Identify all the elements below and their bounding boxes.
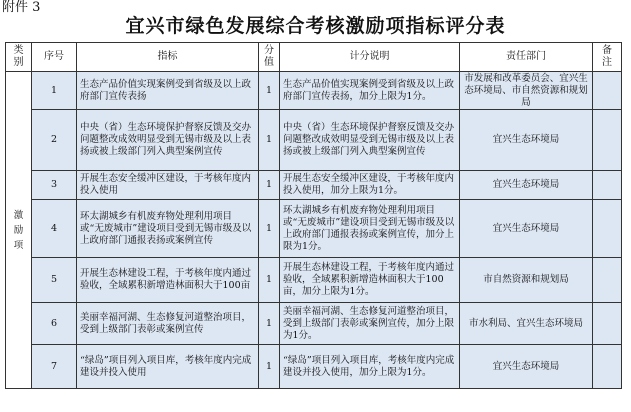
row-indicator: 开展生态林建设工程，于考核年度内通过验收，全域累积新增造林面积大于100亩	[77, 258, 259, 303]
row-indicator: 中央（省）生态环境保护督察反馈及交办问题整改成效明显受到无锡市级及以上表扬或被上级部门列入典型案例宣传	[77, 110, 259, 171]
table-row	[6, 72, 622, 110]
header-indicator: 指标	[77, 43, 259, 72]
table-row	[6, 110, 622, 171]
row-department: 宜兴生态环境局	[460, 200, 593, 258]
row-no: 3	[32, 171, 77, 200]
attachment-label: 附件 3	[2, 0, 41, 15]
page-title: 宜兴市绿色发展综合考核激励项指标评分表	[125, 15, 506, 37]
row-department: 市自然资源和规划局	[460, 258, 593, 303]
row-remark	[593, 171, 622, 200]
table-header-row	[6, 43, 622, 72]
header-score: 分值	[259, 43, 280, 72]
row-score: 1	[259, 171, 280, 200]
row-indicator: 美丽幸福河湖、生态修复河道整治项目，受到上级部门表彰或案例宣传	[77, 303, 259, 345]
row-department: 市发展和改革委员会、宜兴生态环境局、市自然资源和规划局	[460, 72, 593, 110]
row-indicator: 开展生态安全缓冲区建设，于考核年度内投入使用	[77, 171, 259, 200]
row-remark	[593, 303, 622, 345]
row-score: 1	[259, 258, 280, 303]
row-scoring: “绿岛”项目列入项目库，考核年度内完成建设并投入使用，加分上限为1分。	[280, 345, 460, 389]
row-no: 5	[32, 258, 77, 303]
category-cell: 激励项	[6, 72, 32, 389]
row-score: 1	[259, 72, 280, 110]
table-row	[6, 258, 622, 303]
row-score: 1	[259, 110, 280, 171]
row-no: 4	[32, 200, 77, 258]
header-category: 类别	[6, 43, 32, 72]
row-remark	[593, 110, 622, 171]
row-indicator: “绿岛”项目列入项目库，考核年度内完成建设并投入使用	[77, 345, 259, 389]
scoring-table	[5, 42, 622, 389]
row-remark	[593, 258, 622, 303]
row-no: 1	[32, 72, 77, 110]
row-score: 1	[259, 303, 280, 345]
row-no: 7	[32, 345, 77, 389]
row-scoring: 环太湖城乡有机废弃物处理利用项目或“无废城市”建设项目受到无锡市级及以上政府部门通报表扬或案例宣传，加分上限为1分。	[280, 200, 460, 258]
header-scoring: 计分说明	[280, 43, 460, 72]
header-department: 责任部门	[460, 43, 593, 72]
row-indicator: 生态产品价值实现案例受到省级及以上政府部门宣传表扬	[77, 72, 259, 110]
row-remark	[593, 345, 622, 389]
row-department: 市水利局、宜兴生态环境局	[460, 303, 593, 345]
row-scoring: 生态产品价值实现案例受到省级及以上政府部门宣传表扬，加分上限为1分。	[280, 72, 460, 110]
row-scoring: 开展生态林建设工程，于考核年度内通过验收，全域累积新增造林面积大于100亩，加分上限为1分。	[280, 258, 460, 303]
row-scoring: 开展生态安全缓冲区建设，于考核年度内投入使用，加分上限为1分。	[280, 171, 460, 200]
row-indicator: 环太湖城乡有机废弃物处理利用项目或“无废城市”建设项目受到无锡市级及以上政府部门通报表扬或案例宣传	[77, 200, 259, 258]
row-department: 宜兴生态环境局	[460, 345, 593, 389]
row-score: 1	[259, 345, 280, 389]
row-score: 1	[259, 200, 280, 258]
row-no: 6	[32, 303, 77, 345]
header-index-no: 序号	[32, 43, 77, 72]
row-department: 宜兴生态环境局	[460, 171, 593, 200]
row-scoring: 中央（省）生态环境保护督察反馈及交办问题整改成效明显受到无锡市级及以上表扬或被上级部门列入典型案例宣传	[280, 110, 460, 171]
header-remark: 备注	[593, 43, 622, 72]
row-scoring: 美丽幸福河湖、生态修复河道整治项目，受到上级部门表彰或案例宣传，加分上限为1分。	[280, 303, 460, 345]
table-row	[6, 303, 622, 345]
row-no: 2	[32, 110, 77, 171]
table-row	[6, 200, 622, 258]
table-row	[6, 345, 622, 389]
row-remark	[593, 72, 622, 110]
table-row	[6, 171, 622, 200]
row-remark	[593, 200, 622, 258]
row-department: 宜兴生态环境局	[460, 110, 593, 171]
